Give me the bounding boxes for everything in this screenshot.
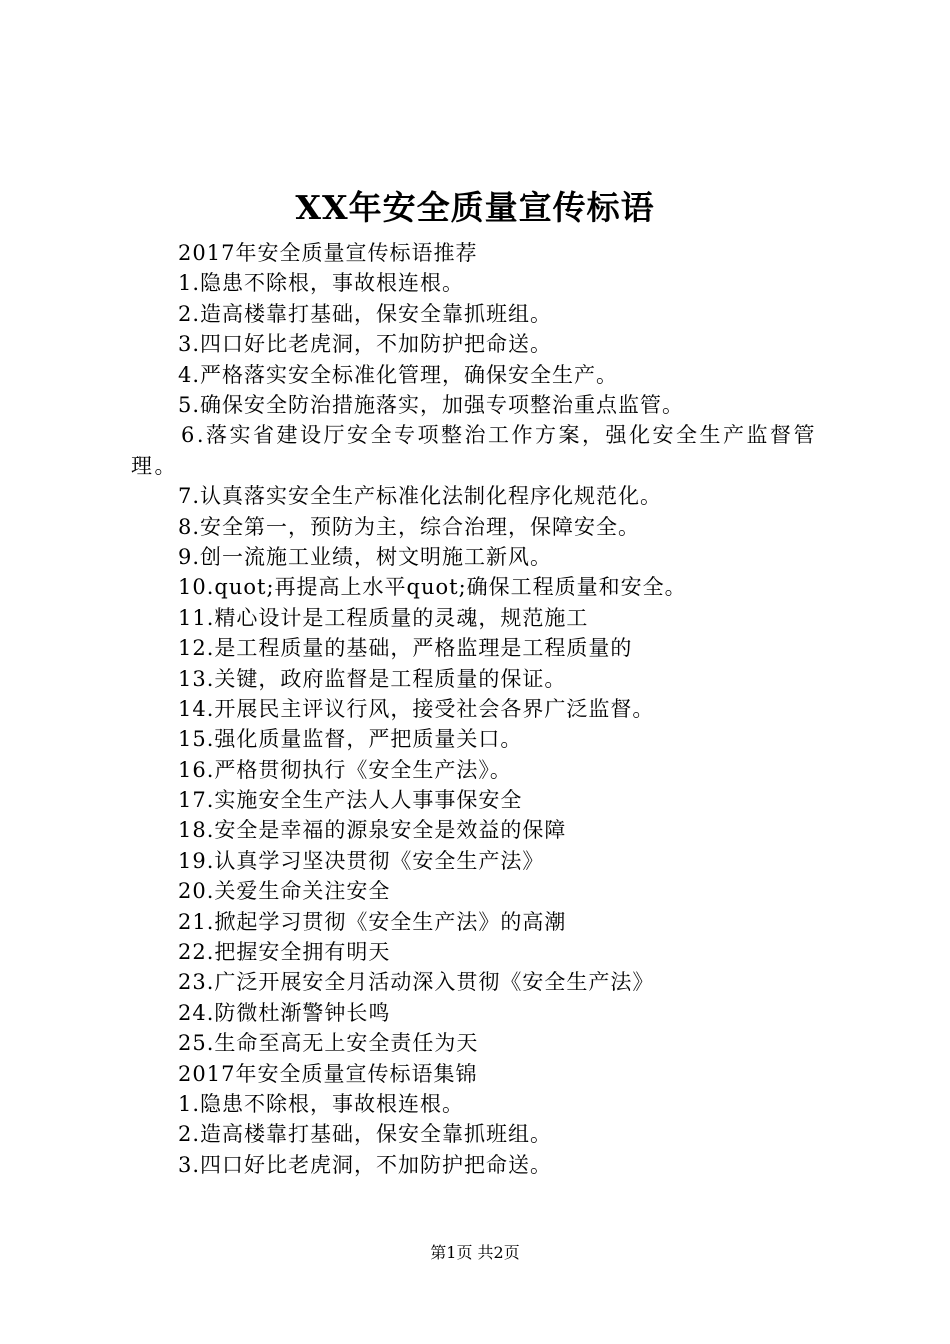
text-line: 19.认真学习坚决贯彻《安全生产法》 [178, 848, 545, 873]
page-footer: 第1页 共2页 [430, 1243, 520, 1262]
text-line: 7.认真落实安全生产标准化法制化程序化规范化。 [178, 484, 663, 509]
text-line: 2.造高楼靠打基础，保安全靠抓班组。 [178, 301, 553, 326]
text-line: 3.四口好比老虎洞，不加防护把命送。 [178, 332, 553, 357]
text-line: 3.四口好比老虎洞，不加防护把命送。 [178, 1152, 553, 1177]
document-body [131, 238, 836, 1180]
text-line: 21.掀起学习贯彻《安全生产法》的高潮 [178, 909, 567, 934]
text-line: 2.造高楼靠打基础，保安全靠抓班组。 [178, 1122, 553, 1147]
text-line: 17.实施安全生产法人人事事保安全 [178, 788, 523, 813]
text-line: 23.广泛开展安全月活动深入贯彻《安全生产法》 [178, 970, 655, 995]
text-line: 13.关键，政府监督是工程质量的保证。 [178, 666, 567, 691]
text-line: 24.防微杜渐警钟长鸣 [178, 1000, 391, 1025]
text-line: 2017年安全质量宣传标语推荐 [178, 241, 478, 265]
text-line: 8.安全第一，预防为主，综合治理，保障安全。 [178, 514, 641, 539]
text-line: 4.严格落实安全标准化管理，确保安全生产。 [178, 362, 619, 387]
text-line: 2017年安全质量宣传标语集锦 [178, 1061, 478, 1086]
text-line: 25.生命至高无上安全责任为天 [178, 1031, 479, 1056]
text-line: 10.quot;再提高上水平quot;确保工程质量和安全。 [178, 575, 687, 600]
text-line: 11.精心设计是工程质量的灵魂，规范施工 [178, 605, 589, 630]
text-line: 16.严格贯彻执行《安全生产法》。 [178, 757, 512, 782]
text-line: 20.关爱生命关注安全 [178, 879, 391, 904]
text-line: 14.开展民主评议行风，接受社会各界广泛监督。 [178, 696, 655, 721]
text-line: 9.创一流施工业绩，树文明施工新风。 [178, 544, 553, 569]
text-line: 22.把握安全拥有明天 [178, 940, 391, 965]
text-line: 5.确保安全防治措施落实，加强专项整治重点监管。 [178, 392, 685, 417]
text-line: 18.安全是幸福的源泉安全是效益的保障 [178, 818, 567, 843]
text-line: 12.是工程质量的基础，严格监理是工程质量的 [178, 636, 633, 661]
wrapped-paragraph: 6.落实省建设厅安全专项整治工作方案，强化安全生产监督管理。 [131, 423, 818, 478]
text-line: 15.强化质量监督，严把质量关口。 [178, 727, 523, 752]
text-line: 1.隐患不除根，事故根连根。 [178, 1091, 465, 1116]
text-line: 1.隐患不除根，事故根连根。 [178, 271, 465, 296]
document-title: XX年安全质量宣传标语 [295, 188, 655, 227]
